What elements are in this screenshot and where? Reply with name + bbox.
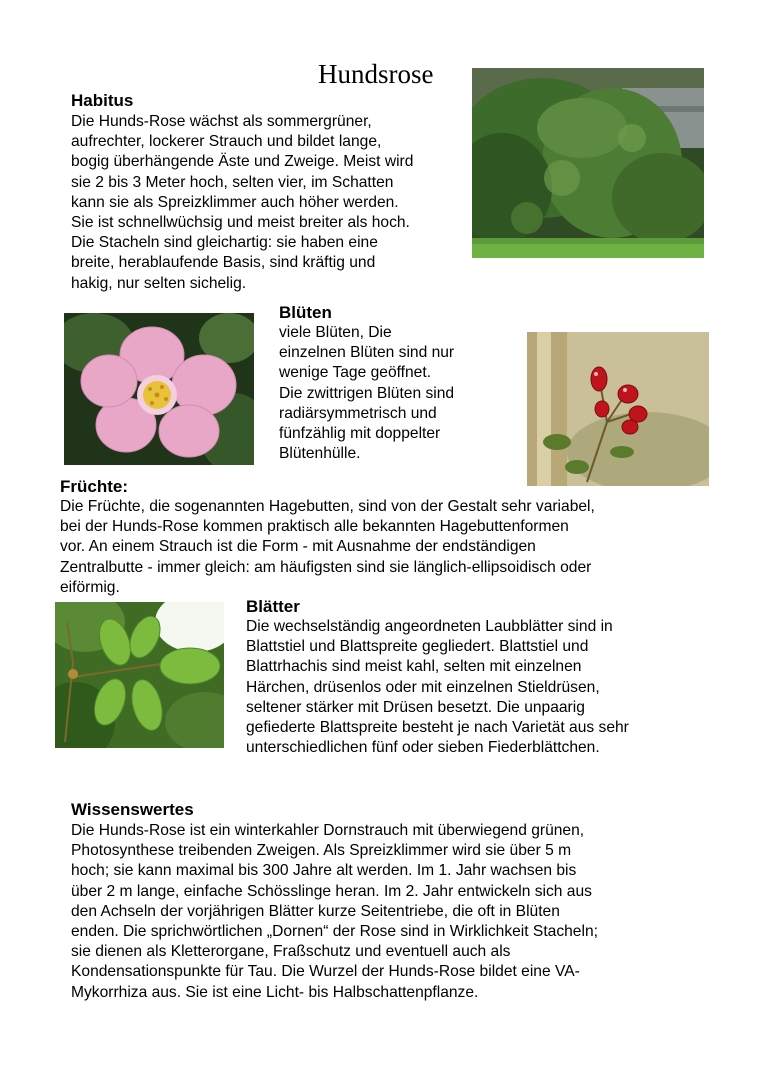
text-line: Die Hunds-Rose wächst als sommergrüner, [71,113,372,130]
section-heading-fruechte: Früchte: [60,477,128,496]
text-line: Die Stacheln sind gleichartig: sie haben eine [71,234,378,252]
section-text-blueten [279,323,454,464]
page-title: Hundsrose [318,59,434,89]
text-line: Kondensationspunkte für Tau. Die Wurzel der Hunds-Rose bildet eine VA- [71,963,580,981]
text-line: Blattstiel und Blattspreite gegliedert. Blattstiel und [246,638,589,656]
section-text-fruechte [60,497,595,598]
text-line: bogig überhängende Äste und Zweige. Meist wird [71,153,414,171]
text-line: über 2 m lange, einfache Schösslinge heran. Im 2. Jahr entwickeln sich aus [71,882,592,900]
text-line: bei der Hunds-Rose kommen praktisch alle bekannten Hagebuttenformen [60,518,569,536]
text-line: einzelnen Blüten sind nur [279,344,455,362]
text-line: fünfzählig mit doppelter [279,425,441,443]
text-line: gefiederte Blattspreite besteht je nach Varietät aus sehr [246,719,629,737]
text-line: Sie ist schnellwüchsig und meist breiter als hoch. [71,214,410,232]
text-line: sie 2 bis 3 Meter hoch, selten vier, im Schatten [71,173,394,191]
rosehip-photo [527,332,709,486]
text-line: viele Blüten, Die [279,324,392,341]
text-line: hakig, nur selten sichelig. [71,274,247,292]
text-line: wenige Tage geöffnet. [279,364,432,382]
text-line: Blütenhülle. [279,445,361,463]
text-line: Zentralbutte - immer gleich: am häufigsten sind sie länglich-ellipsoidisch oder [60,558,592,576]
text-line: aufrechter, lockerer Strauch und bildet lange, [71,133,382,151]
flower-photo [64,313,254,465]
text-line: Photosynthese treibenden Zweigen. Als Spreizklimmer wird sie über 5 m [71,842,572,860]
text-line: sie dienen als Kletterorgane, Fraßschutz und eventuell auch als [71,943,511,961]
text-line: Die Hunds-Rose ist ein winterkahler Dornstrauch mit überwiegend grünen, [71,822,585,839]
text-line: Die wechselständig angeordneten Laubblätter sind in [246,618,613,635]
text-line: den Achseln der vorjährigen Blätter kurze Seitentriebe, die oft in Blüten [71,902,560,920]
section-heading-blaetter: Blätter [246,597,300,616]
text-line: Mykorrhiza aus. Sie ist eine Licht- bis Halbschattenpflanze. [71,983,479,1001]
text-line: kann sie als Spreizklimmer auch höher werden. [71,193,399,211]
text-line: eiförmig. [60,578,120,596]
shrub-photo [472,68,704,258]
text-line: unterschiedlichen fünf oder sieben Fiederblättchen. [246,739,600,757]
text-line: hoch; sie kann maximal bis 300 Jahre alt werden. Im 1. Jahr wachsen bis [71,862,577,880]
text-line: Die Früchte, die sogenannten Hagebutten, sind von der Gestalt sehr variabel, [60,498,595,515]
text-line: vor. An einem Strauch ist die Form - mit Ausnahme der endständigen [60,538,536,556]
text-line: Blattrhachis sind meist kahl, selten mit einzelnen [246,658,582,676]
section-heading-blueten: Blüten [279,303,332,322]
text-line: breite, herablaufende Basis, sind kräftig und [71,254,376,272]
section-text-wissenswertes [71,821,598,1003]
text-line: enden. Die sprichwörtlichen „Dornen“ der Rose sind in Wirklichkeit Stacheln; [71,923,598,941]
text-line: Härchen, drüsenlos oder mit einzelnen Stieldrüsen, [246,678,600,696]
section-text-habitus [71,112,413,294]
text-line: Die zwittrigen Blüten sind [279,384,455,402]
section-text-blaetter [246,617,629,758]
text-line: radiärsymmetrisch und [279,404,437,422]
leaves-photo [55,602,224,748]
section-heading-wissenswertes: Wissenswertes [71,800,194,819]
text-line: seltener stärker mit Drüsen besetzt. Die unpaarig [246,698,585,716]
section-heading-habitus: Habitus [71,91,134,110]
